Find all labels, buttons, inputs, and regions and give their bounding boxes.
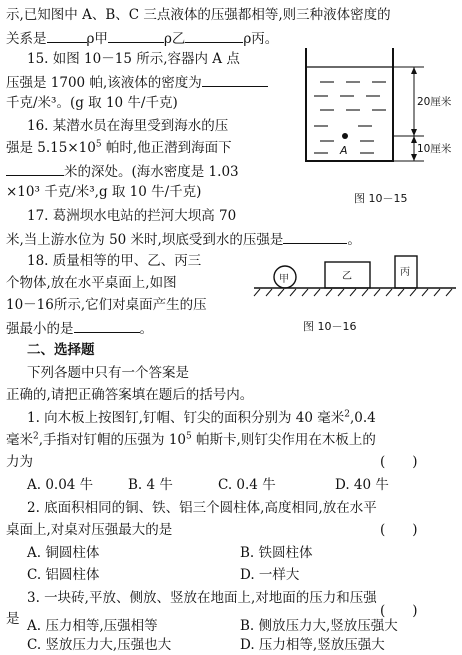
object-bing-label: 丙 xyxy=(400,267,410,278)
q18-answer-blank[interactable] xyxy=(74,318,140,333)
dim-arrow-top xyxy=(411,67,417,74)
mc2-option-d: D. 一样大 xyxy=(240,567,300,583)
q14-line2 xyxy=(6,28,278,48)
mc1-line3: 力为 xyxy=(6,454,33,470)
mc3-option-a: A. 压力相等,压强相等 xyxy=(27,618,158,634)
dim-upper-label: 20厘米 xyxy=(417,96,452,108)
q16-line2-b: 帕时,他正潜到海面下 xyxy=(101,140,232,156)
q16-line3-text: 米的深处。(海水密度是 1.03 xyxy=(64,164,239,180)
mc2-option-b: B. 铁圆柱体 xyxy=(240,545,313,561)
section-2-intro-2: 正确的,请把正确答案填在题后的括号内。 xyxy=(6,387,254,403)
mc1-option-b: B. 4 牛 xyxy=(128,477,173,493)
table-hatching xyxy=(254,289,452,296)
mc2-answer-bracket[interactable]: ( ) xyxy=(380,522,418,538)
q14-prefix: 关系是 xyxy=(6,31,47,47)
q16-line1: 16. 某潜水员在海里受到海水的压 xyxy=(27,118,229,134)
mc3-option-d: D. 压力相等,竖放压强大 xyxy=(240,637,385,653)
mc3-option-b: B. 侧放压力大,竖放压强大 xyxy=(240,618,398,634)
q14-line1: 示,已知图中 A、B、C 三点液体的压强都相等,则三种液体密度的 xyxy=(6,7,391,23)
q14-blank-1[interactable] xyxy=(47,28,87,43)
mc1-line2-a: 毫米 xyxy=(6,432,33,448)
q18-line4-text: 强最小的是 xyxy=(6,321,74,337)
q17-line2-end: 。 xyxy=(347,232,361,248)
q14-blank-2[interactable] xyxy=(108,28,164,43)
liquid-dashes xyxy=(314,82,386,153)
figure-10-15 xyxy=(290,44,460,204)
q17-line2 xyxy=(6,229,361,249)
q15-line2 xyxy=(6,72,268,92)
mc1-option-c: C. 0.4 牛 xyxy=(218,477,276,493)
figure-10-16-caption: 图 10－16 xyxy=(303,320,357,333)
mc1-option-a: A. 0.04 牛 xyxy=(27,477,94,493)
mc1-line2-exp1: 2 xyxy=(33,431,39,442)
mc1-line1-exp: 2 xyxy=(344,409,350,420)
dim-arrow-mid-up xyxy=(411,129,417,136)
mc1-line1-b: ,0.4 xyxy=(349,410,376,426)
mc1-answer-bracket[interactable]: ( ) xyxy=(380,454,418,470)
point-a-marker xyxy=(342,133,348,139)
q18-line2: 个物体,放在水平桌面上,如图 xyxy=(6,275,177,291)
mc3-option-c: C. 竖放压力大,压强也大 xyxy=(27,637,172,653)
q17-answer-blank[interactable] xyxy=(283,229,347,244)
object-jia-label: 甲 xyxy=(279,274,289,285)
q16-line2-a: 强是 5.15×10 xyxy=(6,140,96,156)
mc3-answer-bracket[interactable]: ( ) xyxy=(380,603,418,619)
dim-arrow-mid-down xyxy=(411,136,417,143)
mc1-line2-exp2: 5 xyxy=(186,431,192,442)
q17-line2-text: 米,当上游水位为 50 米时,坝底受到水的压强是 xyxy=(6,232,284,248)
q18-line3: 10－16所示,它们对桌面产生的压 xyxy=(6,297,207,313)
figure-10-16 xyxy=(250,252,460,312)
q16-exponent: 5 xyxy=(95,139,102,150)
q16-answer-blank[interactable] xyxy=(6,161,64,176)
q16-line4: ×10³ 千克/米³,g 取 10 牛/千克) xyxy=(6,184,202,200)
mc1-line2-b: ,手指对钉帽的压强为 10 xyxy=(38,432,186,448)
q14-rho-bing: ρ丙。 xyxy=(243,31,279,47)
mc3-line2: 是 xyxy=(6,611,20,627)
q18-line1: 18. 质量相等的甲、乙、丙三 xyxy=(27,253,202,269)
mc1-option-d: D. 40 牛 xyxy=(335,477,389,493)
mc2-option-a: A. 铜圆柱体 xyxy=(27,545,100,561)
q17-line1: 17. 葛洲坝水电站的拦河大坝高 70 xyxy=(27,208,237,224)
point-a-label: A xyxy=(340,144,348,157)
mc1-line1 xyxy=(27,409,376,427)
q16-line2 xyxy=(6,139,232,157)
dim-lower-label: 10厘米 xyxy=(417,143,452,155)
dim-arrow-bottom xyxy=(411,154,417,161)
mc3-line1: 3. 一块砖,平放、侧放、竖放在地面上,对地面的压力和压强 xyxy=(27,590,377,606)
q14-rho-yi: ρ乙 xyxy=(163,31,186,47)
q15-line2-text: 压强是 1700 帕,该液体的密度为 xyxy=(6,75,202,91)
mc1-line2-c: 帕斯卡,则钉尖作用在木板上的 xyxy=(191,432,376,448)
q14-rho-jia: ρ甲 xyxy=(86,31,108,47)
q16-line3 xyxy=(6,161,239,181)
q14-blank-3[interactable] xyxy=(185,28,243,43)
section-2-heading: 二、选择题 xyxy=(27,342,95,358)
section-2-intro-1: 下列各题中只有一个答案是 xyxy=(27,365,189,381)
q18-line4-end: 。 xyxy=(139,321,153,337)
mc2-line1: 2. 底面积相同的铜、铁、铝三个圆柱体,高度相同,放在水平 xyxy=(27,500,377,516)
object-yi-label: 乙 xyxy=(342,271,352,282)
q15-line3: 千克/米³。(g 取 10 牛/千克) xyxy=(6,95,178,111)
q15-line1: 15. 如图 10－15 所示,容器内 A 点 xyxy=(27,51,240,67)
q18-line4 xyxy=(6,318,153,338)
mc1-line2 xyxy=(6,431,376,449)
figure-10-15-caption: 图 10－15 xyxy=(354,192,408,205)
q15-answer-blank[interactable] xyxy=(202,72,268,87)
mc2-line2: 桌面上,对桌对压强最大的是 xyxy=(6,522,173,538)
mc1-line1-a: 1. 向木板上按图钉,钉帽、钉尖的面积分别为 40 毫米 xyxy=(27,410,345,426)
mc2-option-c: C. 铝圆柱体 xyxy=(27,567,100,583)
